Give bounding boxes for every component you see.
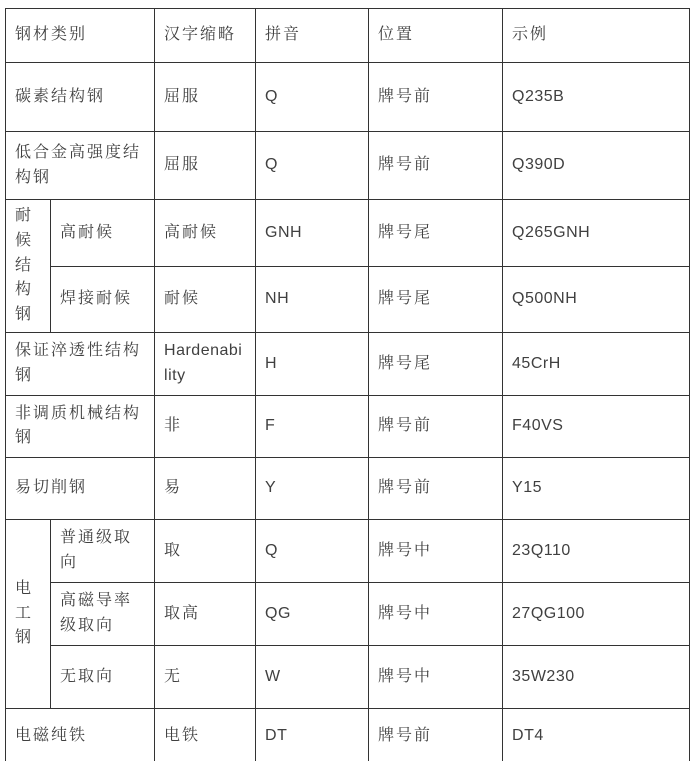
cell-abbr: 非	[155, 395, 256, 457]
cell-pinyin: Q	[256, 132, 369, 200]
header-pinyin: 拼音	[256, 9, 369, 63]
cell-example: 27QG100	[503, 582, 690, 645]
cell-category: 电磁纯铁	[6, 708, 155, 761]
cell-position: 牌号前	[369, 132, 503, 200]
cell-pinyin: W	[256, 645, 369, 708]
cell-category: 普通级取向	[51, 519, 155, 582]
cell-category: 高磁导率级取向	[51, 582, 155, 645]
cell-abbr: 无	[155, 645, 256, 708]
cell-position: 牌号前	[369, 63, 503, 132]
header-category: 钢材类别	[6, 9, 155, 63]
cell-pinyin: QG	[256, 582, 369, 645]
table-header-row	[6, 9, 690, 63]
cell-example: Q235B	[503, 63, 690, 132]
cell-pinyin: H	[256, 332, 369, 395]
cell-abbr: 屈服	[155, 132, 256, 200]
cell-position: 牌号中	[369, 582, 503, 645]
cell-position: 牌号前	[369, 708, 503, 761]
cell-category: 无取向	[51, 645, 155, 708]
cell-category: 保证淬透性结构钢	[6, 332, 155, 395]
table-row	[6, 267, 690, 333]
cell-category: 焊接耐候	[51, 267, 155, 333]
cell-abbr: 取高	[155, 582, 256, 645]
table-row	[6, 200, 690, 267]
cell-pinyin: GNH	[256, 200, 369, 267]
cell-pinyin: Q	[256, 63, 369, 132]
cell-position: 牌号中	[369, 645, 503, 708]
cell-example: F40VS	[503, 395, 690, 457]
header-position: 位置	[369, 9, 503, 63]
header-abbr: 汉字缩略	[155, 9, 256, 63]
cell-position: 牌号前	[369, 457, 503, 519]
cell-example: Q390D	[503, 132, 690, 200]
cell-example: 45CrH	[503, 332, 690, 395]
cell-category: 非调质机械结构钢	[6, 395, 155, 457]
cell-category: 低合金高强度结构钢	[6, 132, 155, 200]
steel-naming-table	[5, 8, 690, 761]
table-row	[6, 519, 690, 582]
table-row	[6, 132, 690, 200]
table-row	[6, 332, 690, 395]
table-row	[6, 645, 690, 708]
cell-example: 23Q110	[503, 519, 690, 582]
table-row	[6, 457, 690, 519]
cell-example: Q265GNH	[503, 200, 690, 267]
cell-example: Q500NH	[503, 267, 690, 333]
table-row	[6, 582, 690, 645]
table-row	[6, 63, 690, 132]
cell-position: 牌号尾	[369, 332, 503, 395]
cell-category: 易切削钢	[6, 457, 155, 519]
rowgroup-electrical-steel: 电工钢	[6, 519, 51, 708]
cell-pinyin: DT	[256, 708, 369, 761]
rowgroup-weathering-steel: 耐候结构钢	[6, 200, 51, 333]
cell-abbr: 耐候	[155, 267, 256, 333]
cell-pinyin: Q	[256, 519, 369, 582]
cell-abbr: 取	[155, 519, 256, 582]
cell-pinyin: Y	[256, 457, 369, 519]
cell-abbr: Hardenability	[155, 332, 256, 395]
cell-example: DT4	[503, 708, 690, 761]
cell-example: 35W230	[503, 645, 690, 708]
cell-abbr: 易	[155, 457, 256, 519]
cell-pinyin: F	[256, 395, 369, 457]
table-row	[6, 708, 690, 761]
cell-position: 牌号中	[369, 519, 503, 582]
cell-position: 牌号尾	[369, 200, 503, 267]
cell-category: 碳素结构钢	[6, 63, 155, 132]
cell-category: 高耐候	[51, 200, 155, 267]
cell-abbr: 屈服	[155, 63, 256, 132]
cell-example: Y15	[503, 457, 690, 519]
cell-abbr: 电铁	[155, 708, 256, 761]
table-row	[6, 395, 690, 457]
cell-position: 牌号前	[369, 395, 503, 457]
header-example: 示例	[503, 9, 690, 63]
cell-abbr: 高耐候	[155, 200, 256, 267]
cell-position: 牌号尾	[369, 267, 503, 333]
cell-pinyin: NH	[256, 267, 369, 333]
